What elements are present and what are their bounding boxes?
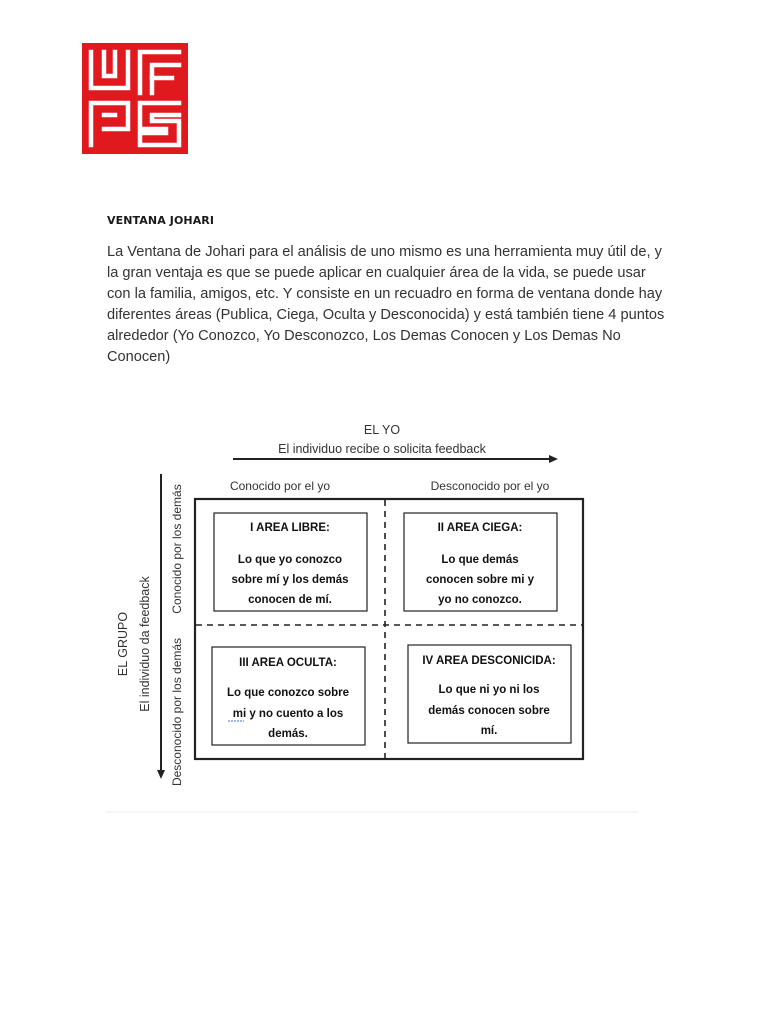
area-unknown-box — [408, 645, 571, 743]
area-blind-title: II AREA CIEGA: — [437, 522, 523, 534]
area-free-line: sobre mí y los demás — [231, 574, 349, 586]
area-hidden-box — [212, 647, 365, 745]
area-blind-line: conocen sobre mi y — [425, 574, 535, 586]
top-subtitle: El individuo recibe o solicita feedback — [278, 442, 486, 456]
left-subtitle: El individuo da feedback — [138, 576, 152, 712]
horizontal-arrow — [233, 455, 558, 463]
column-unknown-label: Desconocido por el yo — [430, 479, 550, 493]
top-title: EL YO — [363, 423, 401, 437]
row-known-label: Conocido por los demás — [170, 484, 184, 614]
area-blind-line: Lo que demás — [441, 554, 519, 566]
area-free-line: conocen de mí. — [248, 594, 332, 606]
column-known-label: Conocido por el yo — [229, 479, 331, 493]
ufps-logo — [82, 43, 188, 154]
row-unknown-label: Desconocido por los demás — [170, 637, 184, 787]
area-hidden-line: mi y no cuento a los — [232, 708, 344, 720]
area-blind-line: yo no conozco. — [438, 594, 522, 606]
vertical-arrow — [157, 474, 165, 779]
area-unknown-line: mí. — [480, 725, 498, 737]
area-free-box — [214, 513, 367, 611]
intro-paragraph: La Ventana de Johari para el análisis de uno mismo es una herramienta muy útil de, y la gran ventaja es que se puede aplicar en cualquier área de la vida, se puede usar con la familia, amigos, etc. Y consiste en un recuadro en forma de ventana donde hay diferentes áreas (Publica, Ciega, Oculta y Desconocida) y está también tiene 4 puntos alrededor (Yo Conozco, Yo Desconozco, Los Demas Conocen y Los Demas No Conocen) — [107, 244, 665, 365]
section-heading: VENTANA JOHARI — [107, 214, 215, 227]
area-free-title: I AREA LIBRE: — [250, 522, 330, 534]
left-title: EL GRUPO — [116, 611, 130, 677]
area-unknown-line: Lo que ni yo ni los — [438, 684, 540, 696]
johari-window-diagram — [106, 412, 638, 814]
area-blind-box — [404, 513, 557, 611]
area-hidden-line: demás. — [268, 728, 308, 740]
area-hidden-title: III AREA OCULTA: — [239, 657, 337, 669]
area-free-line: Lo que yo conozco — [237, 554, 343, 566]
area-unknown-line: demás conocen sobre — [428, 705, 550, 717]
area-hidden-line: Lo que conozco sobre — [226, 687, 350, 699]
area-unknown-title: IV AREA DESCONICIDA: — [422, 655, 556, 667]
